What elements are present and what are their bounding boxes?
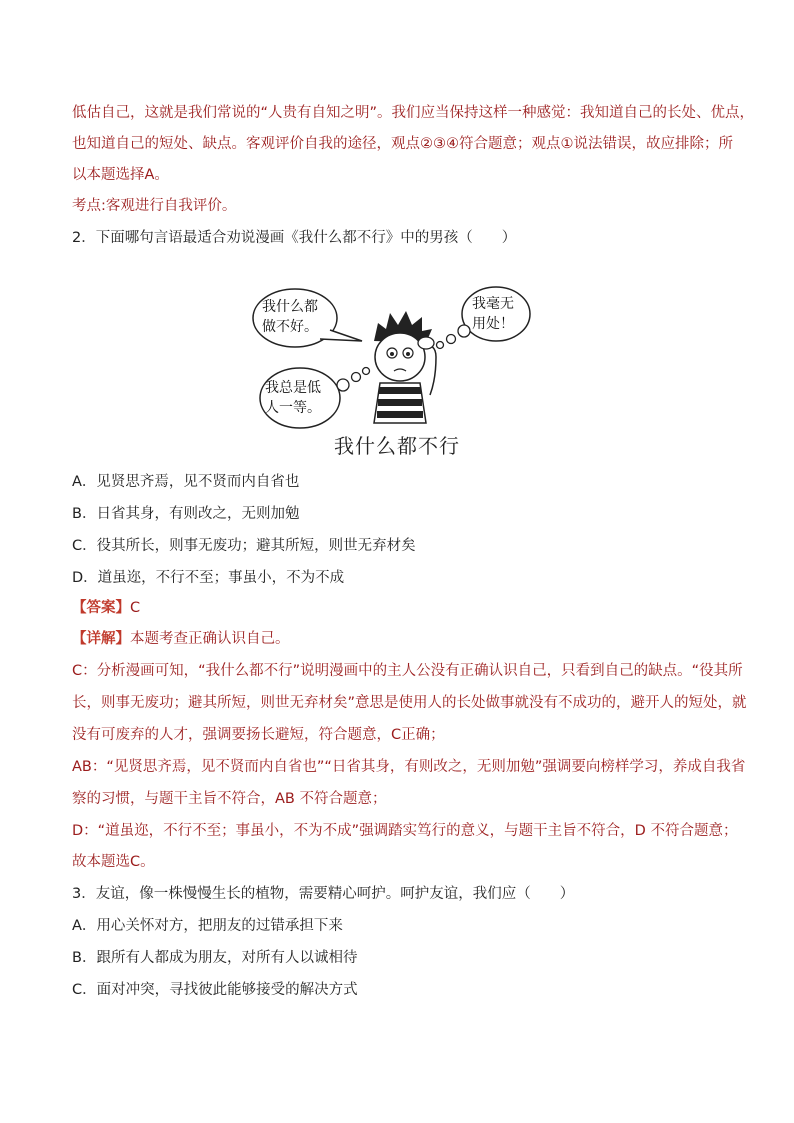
prev-explanation-line-1: 低估自己，这就是我们常说的“人贵有自知之明”。我们应当保持这样一种感觉：我知道自己的长处、优点， <box>72 105 755 121</box>
question-3-option-b: B．跟所有人都成为朋友，对所有人以诚相待 <box>72 950 358 966</box>
prev-explanation-line-3: 以本题选择A。 <box>72 167 169 183</box>
detail-intro: 本题考查正确认识自己。 <box>130 631 290 647</box>
detail-tag: 【详解】 <box>72 631 130 647</box>
prev-explanation-line-2: 也知道自己的短处、缺点。客观评价自我的途径，观点②③④符合题意；观点①说法错误，故应排除；所 <box>72 136 733 152</box>
question-2-stem: 2．下面哪句言语最适合劝说漫画《我什么都不行》中的男孩（ ） <box>72 230 517 246</box>
prev-topic: 考点:客观进行自我评价。 <box>72 198 237 214</box>
comic-caption: 我什么都不行 <box>334 434 460 458</box>
answer-tag: 【答案】 <box>72 600 130 616</box>
detail-line-6: D：“道虽迩，不行不至；事虽小，不为不成”强调踏实笃行的意义，与题干主旨不符合，D 不符合题意； <box>72 823 738 839</box>
detail-line-5: 察的习惯，与题干主旨不符合，AB 不符合题意； <box>72 791 387 807</box>
detail-line-1: C：分析漫画可知，“我什么都不行”说明漫画中的主人公没有正确认识自己，只看到自己的缺点。“役其所 <box>72 663 743 679</box>
question-3-option-c: C．面对冲突，寻找彼此能够接受的解决方式 <box>72 982 358 998</box>
question-2-option-c: C．役其所长，则事无废功；避其所短，则世无弃材矣 <box>72 538 416 554</box>
question-2-option-b: B．日省其身，有则改之，无则加勉 <box>72 506 300 522</box>
bubble-right-top: 我毫无 用处！ <box>472 296 514 332</box>
question-2-option-a: A．见贤思齐焉，见不贤而内自省也 <box>72 474 300 490</box>
bubble-left-top: 我什么都 做不好。 <box>262 299 318 335</box>
detail-line-2: 长，则事无废功；避其所短，则世无弃材矣”意思是使用人的长处做事就没有不成功的，避开人的短处，就 <box>72 695 747 711</box>
detail-line-3: 没有可废弃的人才，强调要扬长避短，符合题意，C正确； <box>72 727 445 743</box>
question-3-option-a: A．用心关怀对方，把朋友的过错承担下来 <box>72 918 343 934</box>
answer-row <box>72 598 140 618</box>
detail-line-4: AB：“见贤思齐焉，见不贤而内自省也”“日省其身，有则改之，无则加勉”强调要向榜样学习，养成自我省 <box>72 759 746 775</box>
question-2-option-d: D．道虽迩，不行不至；事虽小，不为不成 <box>72 570 345 586</box>
detail-row <box>72 629 290 649</box>
question-3-stem: 3．友谊，像一株慢慢生长的植物，需要精心呵护。呵护友谊，我们应（ ） <box>72 886 575 902</box>
answer-value: C <box>130 600 141 616</box>
bubble-left-bottom: 我总是低 人一等。 <box>265 380 321 416</box>
detail-line-7: 故本题选C。 <box>72 854 155 870</box>
